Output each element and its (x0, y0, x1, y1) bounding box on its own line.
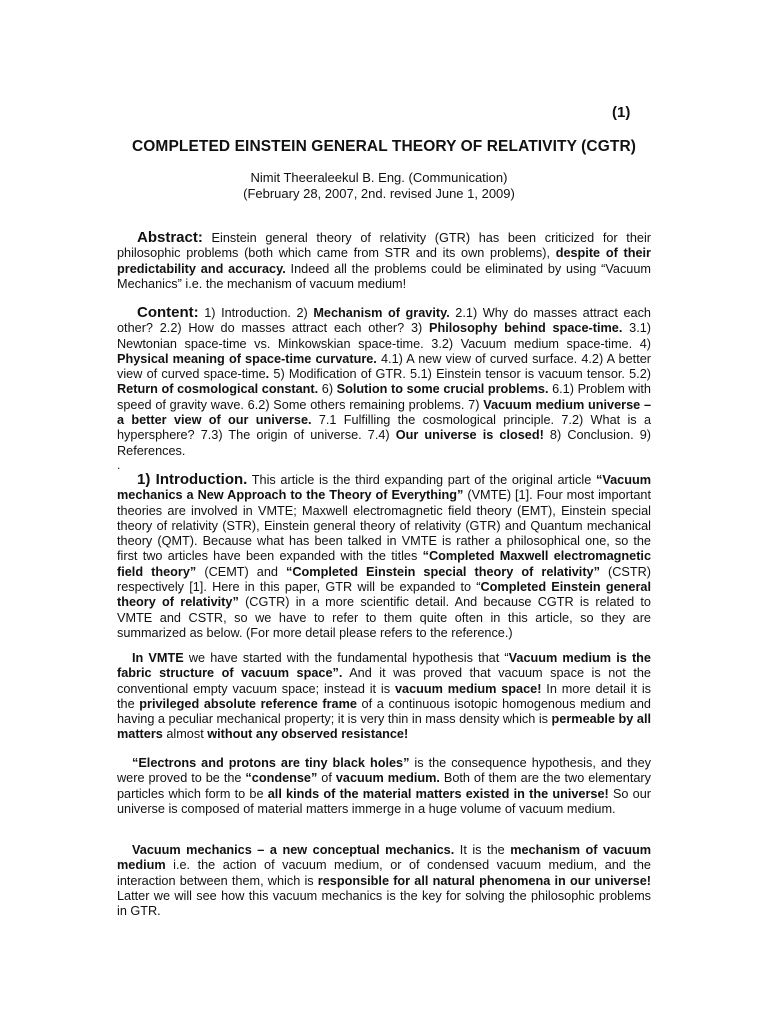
intro-text-run: “Completed Maxwell electromagnetic field theory” (117, 549, 652, 579)
paper-title: COMPLETED EINSTEIN GENERAL THEORY OF RELATIVITY (CGTR) (131, 138, 636, 155)
vmte-text-run: without any observed resistance! (207, 727, 409, 742)
vmte-text-run: almost (162, 727, 208, 742)
content-text-run: Our universe is closed! (395, 428, 544, 443)
content-text-run: 3.1) Newtonian space-time vs. Minkowskian space-time. 3.2) Vacuum medium space-time. 4) (117, 321, 651, 351)
intro-text-run: “Completed Einstein special theory of relativity” (286, 564, 600, 579)
content-text-run: 5) Modification of GTR. 5.1) Einstein tensor is vacuum tensor. 5.2) (269, 367, 651, 382)
electrons-text-run: “condense” (245, 771, 318, 786)
electrons-text-run: Both of them are the two elementary particles which form to be (117, 771, 651, 801)
abstract-text-run: despite of their predictability and accuracy. (117, 246, 651, 276)
vmte-text-run: privileged absolute reference frame (139, 696, 357, 711)
electrons-text-run: of (317, 771, 336, 786)
content-text-run: 7.1 Fulfilling the cosmological principle. 7.2) What is a hypersphere? 7.3) The origin of universe. 7.4) (117, 413, 652, 443)
content-text-run: 4.1) A new view of curved surface. 4.2) A better view of curved space-time (117, 351, 651, 382)
intro-text-run: (CGTR) in a more scientific detail. And because CGTR is related to VMTE and CSTR, so we have to refer to them quite often in this article, so they are summarized as below. (For more detail please refers to the reference.) (117, 595, 651, 640)
electrons-text-run: vacuum medium. (335, 771, 440, 786)
content-text-run: 6) (318, 382, 337, 397)
abstract-text-run: Einstein general theory of relativity (GTR) has been criticized for their philosophic problems (both which came from STR and its own problems), (117, 231, 651, 261)
content-text-run: Vacuum medium universe – a better view of our universe. (117, 397, 651, 428)
content-text-run: 1) Introduction. 2) (198, 306, 314, 320)
vmte-text-run: we have started with the fundamental hypothesis that “ (183, 651, 509, 665)
content-text-run: Physical meaning of space-time curvature. (117, 351, 377, 366)
mechanics-text-run: mechanism of vacuum medium (117, 843, 652, 873)
revision-date: (February 28, 2007, 2nd. revised June 1, 2009) (243, 186, 515, 201)
vmte-text-run: of a continuous isotopic homogenous medium and having a peculiar mechanical property; it is very thin in mass density which is (117, 696, 651, 727)
vmte-paragraph (117, 651, 651, 743)
content-text-run: 8) Conclusion. 9) References. (117, 428, 651, 458)
intro-text-run: Completed Einstein general theory of relativity” (117, 580, 651, 610)
mechanics-text-run: It is the (454, 843, 511, 857)
intro-text-run: (CEMT) and (196, 564, 287, 579)
electrons-text-run: all kinds of the material matters existed in the universe! (267, 786, 609, 801)
intro-text-run: “Vacuum mechanics a New Approach to the Theory of Everything” (117, 473, 651, 503)
vmte-text-run: permeable by all matters (117, 712, 651, 742)
content-text-run: 2.1) Why do masses attract each other? 2.2) How do masses attract each other? 3) (117, 306, 651, 336)
electrons-paragraph (117, 756, 651, 817)
abstract-heading: Abstract: (137, 229, 203, 246)
vacuum-mechanics-paragraph (117, 843, 651, 919)
content-paragraph (117, 305, 651, 459)
intro-text-run: (CSTR) respectively [1]. Here in this paper, GTR will be expanded to “ (117, 564, 652, 595)
electrons-text-run: is the consequence hypothesis, and they were proved to be the (117, 756, 652, 786)
mechanics-text-run: i.e. the action of vacuum medium, or of condensed vacuum medium, and the interaction between them, which is (117, 858, 651, 888)
vmte-text-run: vacuum medium space! (394, 681, 542, 696)
electrons-text-run: So our universe is composed of material matters immerge in a huge volume of vacuum medium. (117, 786, 652, 816)
abstract-text-run: Indeed all the problems could be eliminated by using “Vacuum Mechanics” i.e. the mechanism of vacuum medium! (117, 261, 651, 291)
vmte-text-run: And it was proved that vacuum space is not the conventional empty vacuum space; instead it is (117, 666, 651, 696)
content-text-run: . (265, 367, 270, 382)
intro-text-run: (VMTE) [1]. Four most important theories are involved in VMTE; Maxwell electromagnetic field theory (EMT), Einstein special theory of relativity (STR), Einstein general theory of relativity (GTR) and Quantum mechanical theory (QMT). Because what has been talked in VMTE is rather a philosophical one, so the first two articles have been expanded with the titles (117, 488, 652, 564)
intro-heading: 1) Introduction. (137, 471, 248, 488)
content-text-run: Solution to some crucial problems. (336, 382, 549, 397)
content-text-run: 6.1) Problem with speed of gravity wave. 6.2) Some others remaining problems. 7) (117, 382, 651, 412)
content-heading: Content: (137, 304, 199, 321)
content-text-run: Mechanism of gravity. (313, 306, 450, 320)
introduction-paragraph (117, 472, 651, 641)
vmte-text-run: In more detail it is the (117, 681, 652, 711)
electrons-text-run: “Electrons and protons are tiny black holes” (132, 756, 410, 770)
stray-dot: . (117, 458, 121, 472)
mechanics-text-run: Vacuum mechanics – a new conceptual mechanics. (132, 843, 455, 857)
content-text-run: Return of cosmological constant. (117, 382, 319, 397)
mechanics-text-run: Latter we will see how this vacuum mechanics is the key for solving the philosophic problems in GTR. (117, 888, 651, 919)
content-text-run: Philosophy behind space-time. (429, 321, 623, 336)
author-block (0, 170, 758, 202)
intro-text-run: This article is the third expanding part of the original article (247, 473, 596, 487)
mechanics-text-run: responsible for all natural phenomena in our universe! (317, 873, 651, 888)
vmte-text-run: Vacuum medium is the fabric structure of vacuum space”. (117, 651, 651, 681)
author-name: Nimit Theeraleekul B. Eng. (Communication) (250, 170, 508, 185)
abstract-paragraph (117, 230, 651, 292)
page-number: (1) (612, 104, 631, 121)
vmte-text-run: In VMTE (132, 651, 184, 665)
